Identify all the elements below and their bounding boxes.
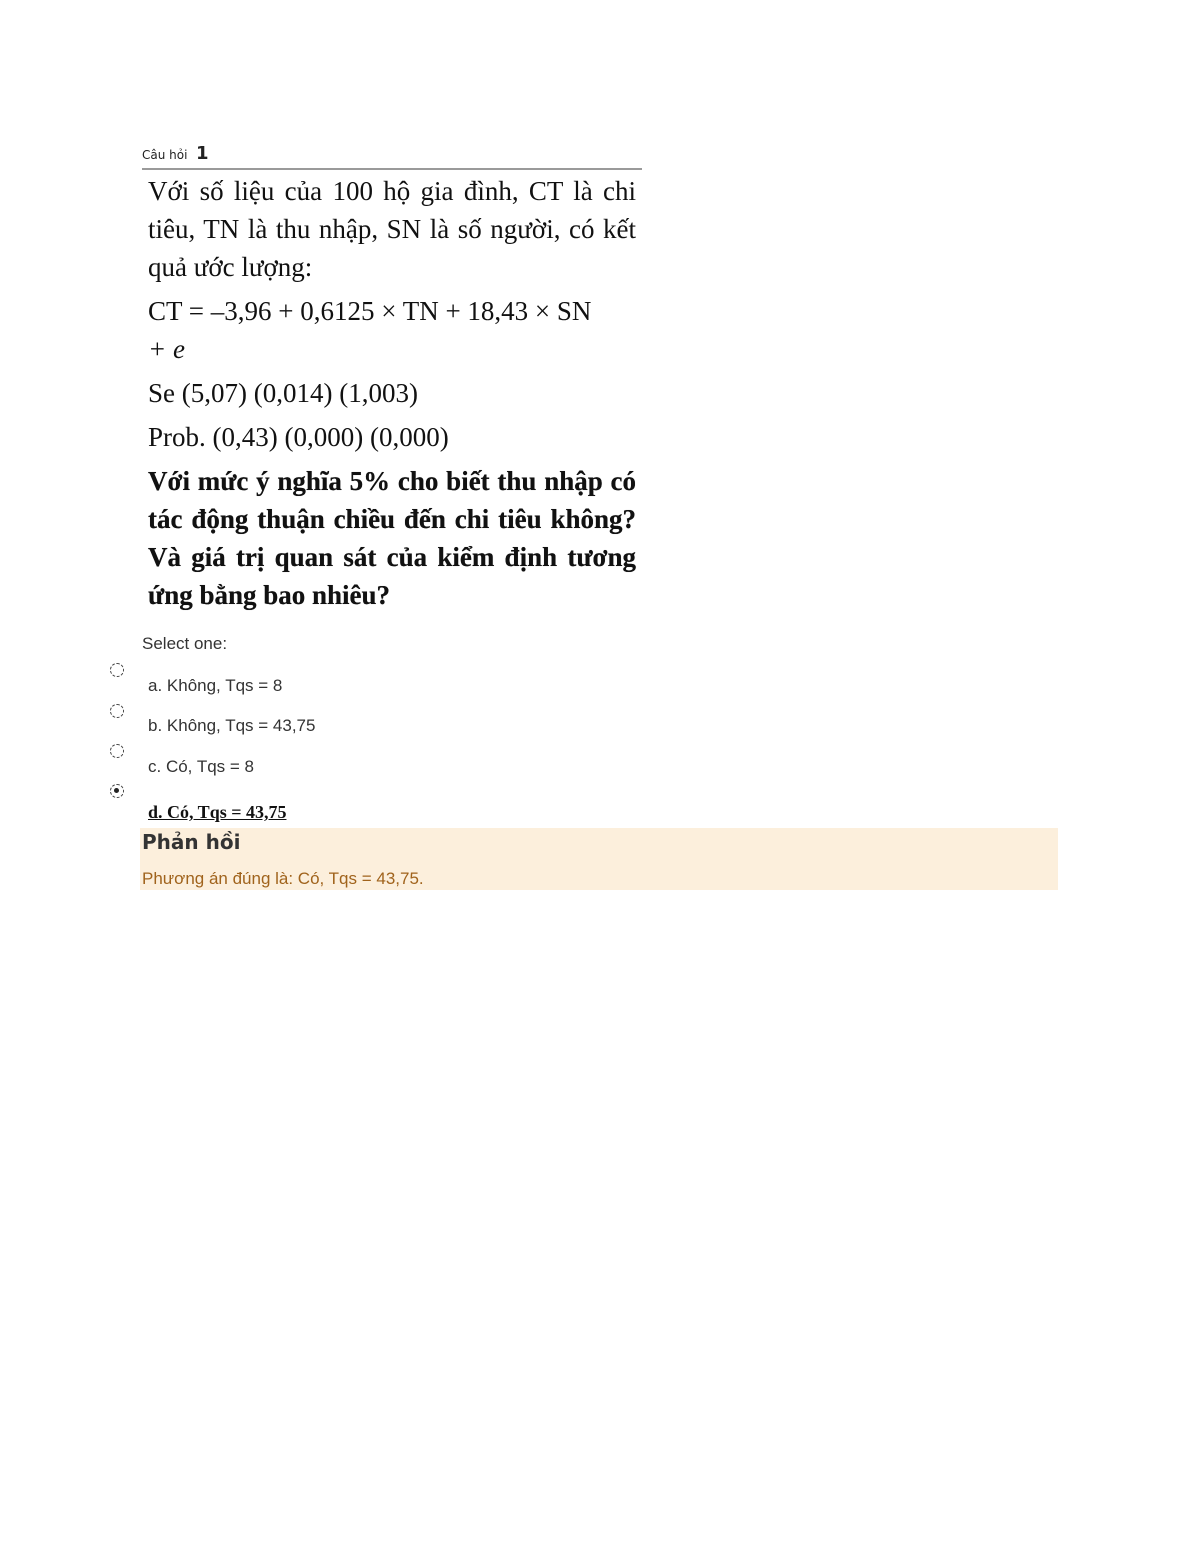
answer-option-d[interactable]: d. Có, Tqs = 43,75 (148, 802, 287, 822)
question-header (142, 140, 642, 170)
radio-option-c[interactable] (110, 744, 124, 758)
feedback-box (140, 828, 1058, 890)
standard-errors-row: Se (5,07) (0,014) (1,003) (148, 378, 418, 408)
question-text (148, 172, 636, 614)
equation-error-term: + e (148, 334, 185, 364)
radio-option-d-selected[interactable] (110, 784, 124, 798)
probability-row: Prob. (0,43) (0,000) (0,000) (148, 422, 449, 452)
select-one-prompt: Select one: (142, 634, 228, 653)
answer-option-b[interactable]: b. Không, Tqs = 43,75 (148, 716, 316, 735)
equation-tail (148, 330, 636, 368)
question-ask: Với mức ý nghĩa 5% cho biết thu nhập có tác động thuận chiều đến chi tiêu không? Và giá trị quan sát của kiểm định tương ứng bằng bao nhiêu? (148, 466, 636, 610)
feedback-text: Phương án đúng là: Có, Tqs = 43,75. (142, 869, 424, 888)
answer-option-a[interactable]: a. Không, Tqs = 8 (148, 676, 283, 695)
question-number: 1 (196, 143, 209, 164)
question-intro: Với số liệu của 100 hộ gia đình, CT là chi tiêu, TN là thu nhập, SN là số người, có kết quả ước lượng: (148, 176, 636, 282)
answer-option-c[interactable]: c. Có, Tqs = 8 (148, 757, 254, 776)
feedback-title: Phản hồi (142, 830, 241, 854)
regression-equation (148, 292, 636, 330)
question-label: Câu hỏi (142, 148, 188, 162)
radio-option-b[interactable] (110, 704, 124, 718)
radio-option-a[interactable] (110, 663, 124, 677)
equation-main: CT = –3,96 + 0,6125 × TN + 18,43 × SN (148, 296, 592, 326)
